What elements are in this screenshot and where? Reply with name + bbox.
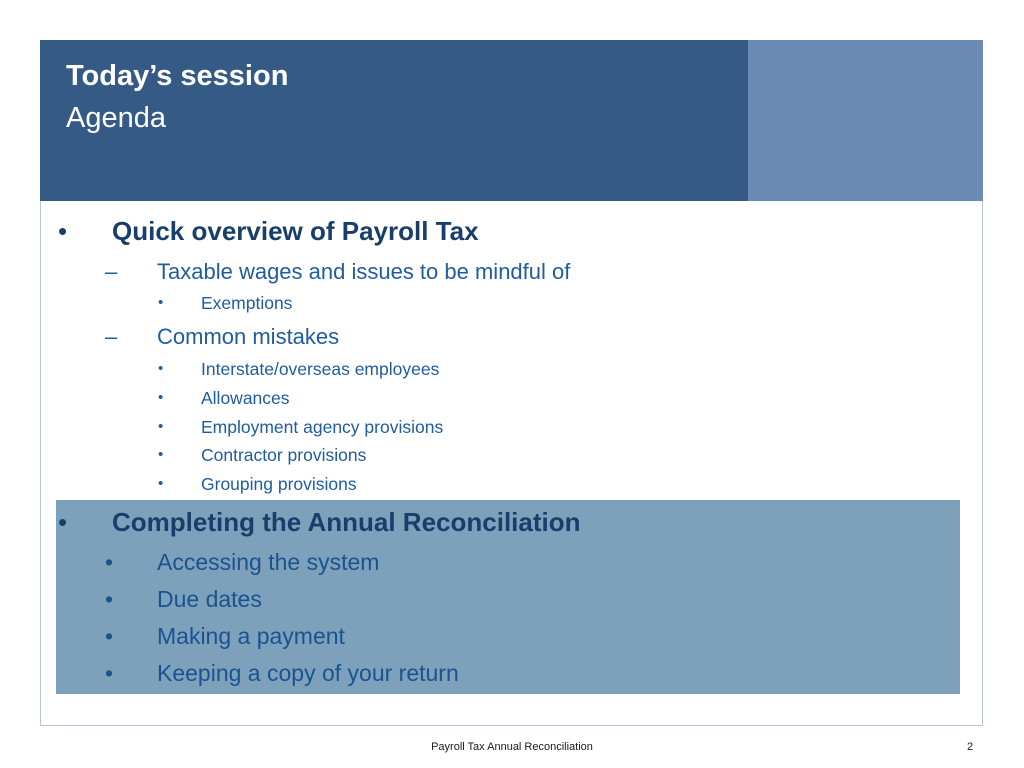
subitem-text: Common mistakes <box>157 324 340 349</box>
agenda-detail-exemptions <box>158 293 293 314</box>
agenda-heading-annual-reconciliation <box>58 507 581 538</box>
agenda-detail-grouping <box>158 474 357 495</box>
subitem-text: Taxable wages and issues to be mindful of <box>157 259 571 284</box>
detail-text: Contractor provisions <box>201 445 367 465</box>
heading-text: Completing the Annual Reconciliation <box>112 507 581 537</box>
detail-text: Exemptions <box>201 293 293 313</box>
agenda-subitem-keeping-copy <box>105 660 459 687</box>
bullet-marker: • <box>105 660 114 686</box>
agenda-subitem-due-dates <box>105 586 262 613</box>
bullet-marker: • <box>105 549 114 575</box>
agenda-subitem-accessing-system <box>105 549 380 576</box>
agenda-heading-payroll-tax <box>58 216 479 247</box>
agenda-subitem-making-payment <box>105 623 345 650</box>
bullet-marker: • <box>158 475 164 492</box>
slide-subtitle: Agenda <box>66 102 166 134</box>
dash-marker: – <box>105 259 118 284</box>
subitem-text: Accessing the system <box>157 549 380 575</box>
bullet-marker: • <box>58 507 68 537</box>
subitem-text: Making a payment <box>157 623 345 649</box>
subitem-text: Due dates <box>157 586 262 612</box>
bullet-marker: • <box>158 294 164 311</box>
bullet-marker: • <box>158 360 164 377</box>
detail-text: Employment agency provisions <box>201 417 444 437</box>
agenda-detail-employment-agency <box>158 417 444 438</box>
slide-title: Today’s session <box>66 60 289 92</box>
agenda-detail-interstate <box>158 359 440 380</box>
bullet-marker: • <box>105 623 114 649</box>
detail-text: Allowances <box>201 388 290 408</box>
bullet-marker: • <box>158 418 164 435</box>
bullet-marker: • <box>158 389 164 406</box>
dash-marker: – <box>105 324 118 349</box>
bullet-marker: • <box>105 586 114 612</box>
bullet-marker: • <box>58 216 68 246</box>
header-accent-block <box>748 40 983 201</box>
page-number: 2 <box>967 741 974 753</box>
bullet-marker: • <box>158 446 164 463</box>
agenda-detail-contractor <box>158 445 367 466</box>
heading-text: Quick overview of Payroll Tax <box>112 216 479 246</box>
detail-text: Grouping provisions <box>201 474 357 494</box>
agenda-subitem-common-mistakes <box>105 324 340 350</box>
footer-title: Payroll Tax Annual Reconciliation <box>431 741 593 753</box>
agenda-subitem-taxable-wages <box>105 259 571 285</box>
detail-text: Interstate/overseas employees <box>201 359 440 379</box>
agenda-detail-allowances <box>158 388 290 409</box>
subitem-text: Keeping a copy of your return <box>157 660 459 686</box>
